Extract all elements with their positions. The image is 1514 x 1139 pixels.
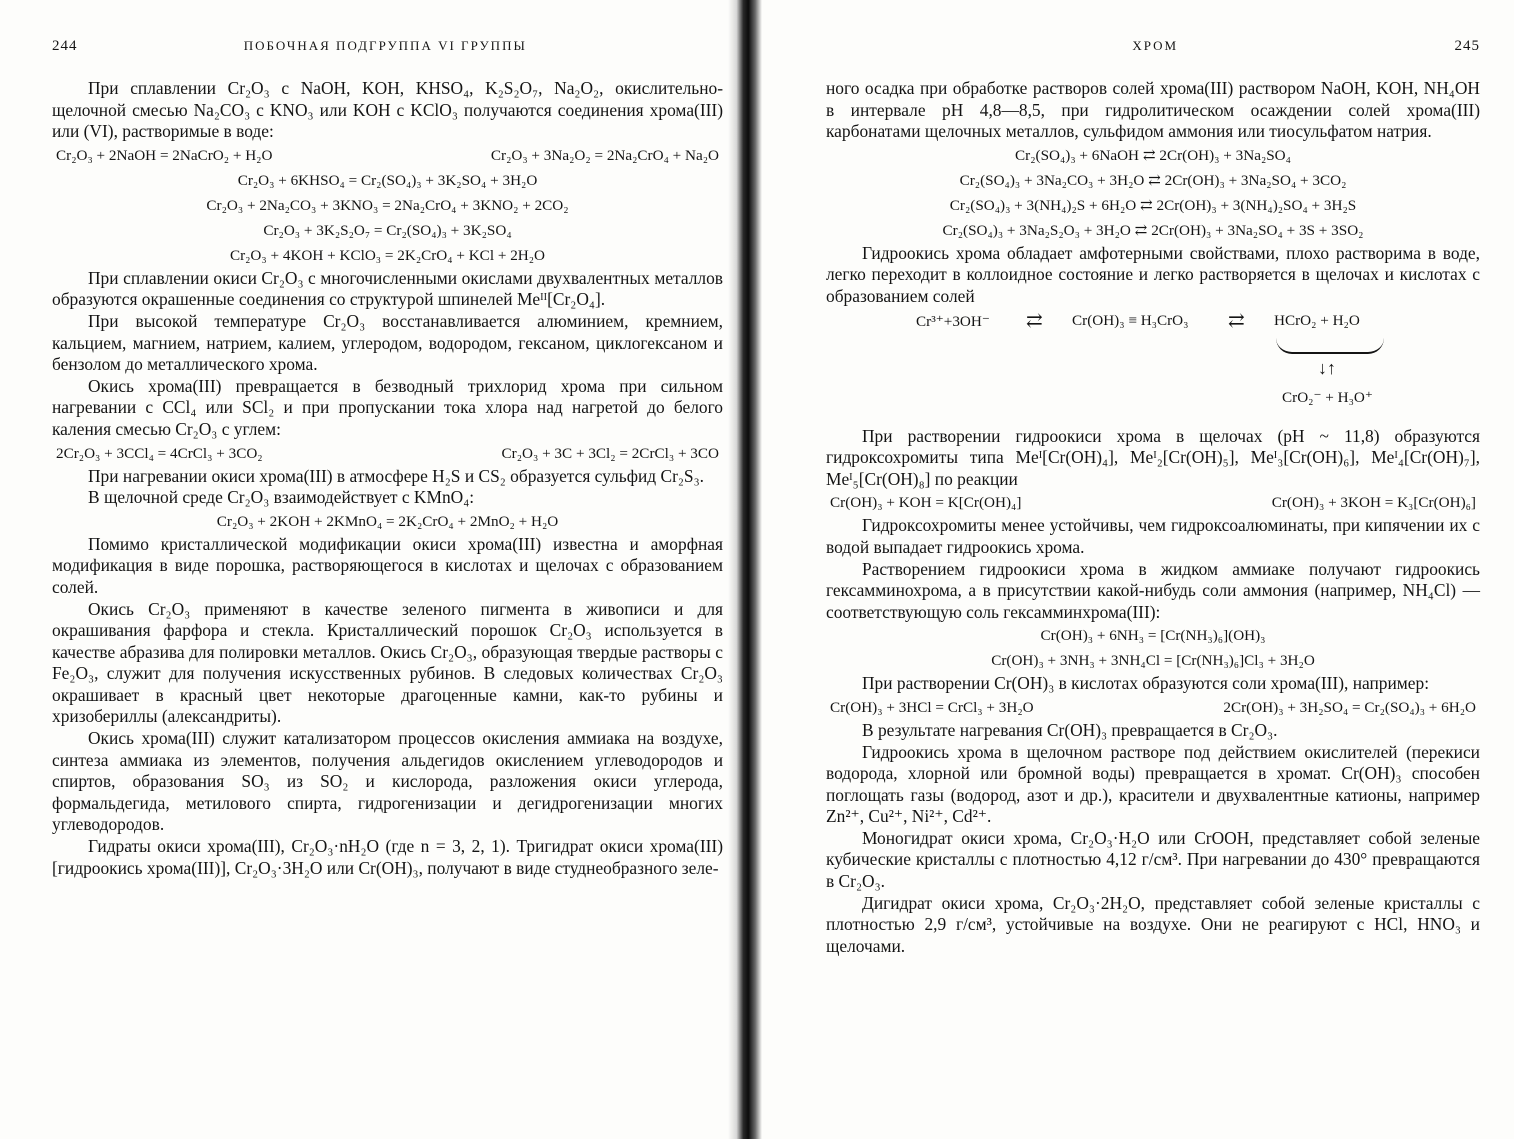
scheme-right: HCrO₂ + H₂O — [1274, 311, 1360, 329]
page-number: 244 — [52, 38, 78, 54]
paragraph: ного осадка при обработке растворов солей хрома(III) раствором NaOH, KOH, NH₄OH в интервале pH 4,8—8,5, при гидролитическом осаждении солей хрома(III) карбонатами щелочных металлов, сульфидом аммония или тиосульфатом натрия. — [826, 78, 1480, 142]
equation-pair — [52, 143, 723, 168]
paragraph: Моногидрат окиси хрома, Cr₂O₃·H₂O или CrOOH, представляет собой зеленые кубические кристаллы с плотностью 4,12 г/см³. При нагревании до 430° превращаются в Cr₂O₃. — [826, 827, 1480, 892]
paragraph: Помимо кристаллической модификации окиси хрома(III) известна и аморфная модификация в виде порошка, растворяющегося в кислотах и щелочах с образованием солей. — [52, 533, 723, 597]
equation: Cr(OH)₃ + 3HCl = CrCl₃ + 3H₂O — [830, 698, 1034, 716]
paragraph: Окись хрома(III) служит катализатором процессов окисления аммиака на воздухе, синтеза аммиака из элементов, получения альдегидов окислением углеводородов и спиртов, образования SO₃ из SO₂ и кислорода, разложения окиси углерода, формальдегида, метилового спирта, гидрогенизации и дегидрогенизации многих углеводородов. — [52, 728, 723, 835]
paragraph: При высокой температуре Cr₂O₃ восстанавливается алюминием, кремнием, кальцием, магнием, натрием, калием, углеродом, водородом, гексаном, циклогексаном и бензолом до металлического хрома. — [52, 310, 723, 375]
equation: Cr₂O₃ + 2KOH + 2KMnO₄ = 2K₂CrO₄ + 2MnO₂ + H₂O — [216, 512, 559, 530]
equation-pair — [826, 490, 1480, 515]
equation: Cr(OH)₃ + 3NH₃ + 3NH₄Cl = [Cr(NH₃)₆]Cl₃ + 3H₂O — [991, 652, 1315, 670]
paragraph: При сплавлении Cr₂O₃ с NaOH, KOH, KHSO₄, K₂S₂O₇, Na₂O₂, окислительно-щелочной смесью Na₂CO₃ с KNO₃ или KOH с KClO₃ получаются соединения хрома(III) или (VI), растворимые в воде: — [52, 78, 723, 142]
equation-pair — [826, 695, 1480, 720]
running-head: ПОБОЧНАЯ ПОДГРУППА VI ГРУППЫ — [243, 38, 527, 53]
scheme-arrow-3: ↓↑ — [1318, 357, 1336, 378]
paragraph: Гидраты окиси хрома(III), Cr₂O₃·nH₂O (где n = 3, 2, 1). Тригидрат окиси хрома(III) [гидроокись хрома(III)], Cr₂O₃·3H₂O или Cr(OH)₃, получают в виде студнеобразного зеле- — [52, 836, 723, 878]
running-head: ХРОМ — [1132, 38, 1179, 53]
equation: Cr₂(SO₄)₃ + 3(NH₄)₂S + 6H₂O ⇄ 2Cr(OH)₃ + 3(NH₄)₂SO₄ + 3H₂S — [949, 196, 1357, 214]
right-page-body-bottom — [826, 426, 1480, 958]
equation: Cr₂O₃ + 4KOH + KClO₃ = 2K₂CrO₄ + KCl + 2H₂O — [229, 246, 546, 264]
scheme-left: Cr³⁺+3OH⁻ — [916, 312, 990, 330]
paragraph: В щелочной среде Cr₂O₃ взаимодействует с KMnO₄: — [88, 487, 475, 508]
equation: 2Cr₂O₃ + 3CCl₄ = 4CrCl₃ + 3CO₂ — [56, 444, 263, 462]
scheme-arrow-2: ⇄ — [1228, 309, 1245, 332]
scheme-middle: Cr(OH)₃ ≡ H₃CrO₃ — [1072, 311, 1189, 329]
equation: Cr(OH)₃ + 6NH₃ = [Cr(NH₃)₆](OH)₃ — [1040, 627, 1266, 645]
left-page — [0, 0, 735, 1139]
equation: Cr(OH)₃ + 3KOH = K₃[Cr(OH)₆] — [1271, 494, 1476, 512]
paragraph: В результате нагревания Cr(OH)₃ превращается в Cr₂O₃. — [862, 719, 1278, 740]
paragraph: При нагревании окиси хрома(III) в атмосфере H₂S и CS₂ образуется сульфид Cr₂S₃. — [88, 465, 705, 486]
paragraph: При растворении Cr(OH)₃ в кислотах образуются соли хрома(III), например: — [862, 673, 1430, 694]
equation: Cr₂(SO₄)₃ + 3Na₂S₂O₃ + 3H₂O ⇄ 2Cr(OH)₃ + 3Na₂SO₄ + 3S + 3SO₂ — [942, 221, 1364, 239]
right-page-header — [826, 38, 1480, 60]
scheme-arrow-1: ⇄ — [1026, 309, 1043, 332]
left-page-body — [52, 78, 723, 879]
scheme-bottom: CrO₂⁻ + H₃O⁺ — [1282, 388, 1373, 406]
paragraph: Окись Cr₂O₃ применяют в качестве зеленого пигмента в живописи и для окрашивания фарфора и стекла. Кристаллический порошок Cr₂O₃ используется в качестве абразива для полировки металлов. Окись Cr₂O₃, образующая твердые растворы с Fe₂O₃, служит для получения искусственных рубинов. В следовых количествах Cr₂O₃ окрашивает в красный цвет некоторые драгоценные камни, как-то рубины и хризобериллы (александриты). — [52, 598, 723, 727]
equation: Cr₂O₃ + 6KHSO₄ = Cr₂(SO₄)₃ + 3K₂SO₄ + 3H₂O — [237, 171, 538, 189]
paragraph: При сплавлении окиси Cr₂O₃ с многочисленными окислами двухвалентных металлов образуются окрашенные соединения со структурой шпинелей Meᴵᴵ[Cr₂O₄]. — [52, 267, 723, 310]
left-page-header — [52, 38, 723, 60]
equation-pair — [52, 441, 723, 466]
equation: Cr₂O₃ + 2Na₂CO₃ + 3KNO₃ = 2Na₂CrO₄ + 3KNO₂ + 2CO₂ — [206, 196, 569, 214]
right-page — [790, 0, 1514, 1139]
equation: Cr₂(SO₄)₃ + 3Na₂CO₃ + 3H₂O ⇄ 2Cr(OH)₃ + 3Na₂SO₄ + 3CO₂ — [959, 171, 1347, 189]
equation: Cr₂O₃ + 3C + 3Cl₂ = 2CrCl₃ + 3CO — [501, 444, 719, 462]
equation: Cr₂O₃ + 3Na₂O₂ = 2Na₂CrO₄ + Na₂O — [490, 146, 719, 164]
paragraph: Окись хрома(III) превращается в безводный трихлорид хрома при сильном нагревании с CCl₄ или SCl₂ и при пропускании тока хлора над нагретой до белого каления смесью Cr₂O₃ с углем: — [52, 375, 723, 439]
paragraph: Растворением гидроокиси хрома в жидком аммиаке получают гидроокись гексамминохрома, а в присутствии какой-нибудь соли аммония (например, NH₄Cl) — соответствующую соль гексамминхрома(III): — [826, 558, 1480, 622]
paragraph: Гидроокись хрома в щелочном растворе под действием окислителей (перекиси водорода, хлорной или бромной воды) превращается в хромат. Cr(OH)₃ способен поглощать газы (водород, азот и др.), красители и двухвалентные катионы, например Zn²⁺, Cu²⁺, Ni²⁺, Cd²⁺. — [826, 741, 1480, 827]
equation: 2Cr(OH)₃ + 3H₂SO₄ = Cr₂(SO₄)₃ + 6H₂O — [1223, 698, 1476, 716]
equation: Cr₂(SO₄)₃ + 6NaOH ⇄ 2Cr(OH)₃ + 3Na₂SO₄ — [1015, 146, 1291, 164]
page-number: 245 — [1454, 38, 1480, 54]
paragraph: Дигидрат окиси хрома, Cr₂O₃·2H₂O, представляет собой зеленые кристаллы с плотностью 2,9 г/см³, устойчивые на воздухе. Они не реагируют с HCl, HNO₃ и щелочами. — [826, 892, 1480, 956]
equation: Cr(OH)₃ + KOH = K[Cr(OH)₄] — [830, 494, 1022, 512]
paragraph: Гидроксохромиты менее устойчивы, чем гидроксоалюминаты, при кипячении их с водой выпадает гидроокись хрома. — [826, 515, 1480, 557]
equation: Cr₂O₃ + 3K₂S₂O₇ = Cr₂(SO₄)₃ + 3K₂SO₄ — [263, 221, 512, 239]
scheme-brace — [1276, 338, 1384, 354]
paragraph: Гидроокись хрома обладает амфотерными свойствами, плохо растворима в воде, легко переходит в коллоидное состояние и легко растворяется в щелочах и кислотах с образованием солей — [826, 242, 1480, 306]
paragraph: При растворении гидроокиси хрома в щелочах (pH ~ 11,8) образуются гидроксохромиты типа Meᴵ[Cr(OH)₄], Meᴵ₂[Cr(OH)₅], Meᴵ₃[Cr(OH)₆], Meᴵ₄[Cr(OH)₇], Meᴵ₅[Cr(OH)₈] по реакции — [826, 425, 1480, 489]
amphoteric-scheme — [826, 309, 1480, 420]
right-page-body-top — [826, 78, 1480, 308]
equation: Cr₂O₃ + 2NaOH = 2NaCrO₂ + H₂O — [56, 146, 273, 164]
